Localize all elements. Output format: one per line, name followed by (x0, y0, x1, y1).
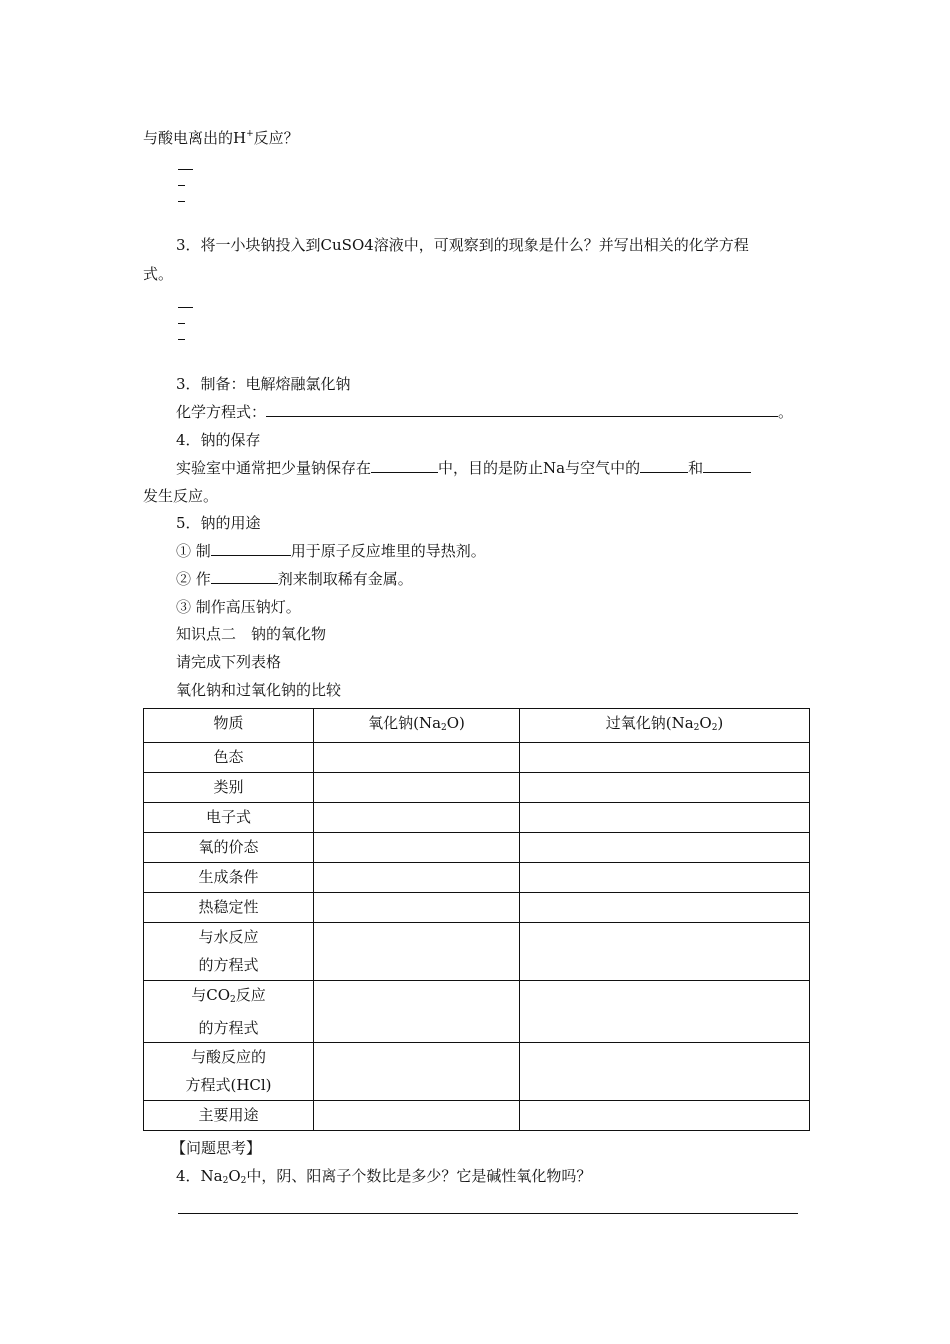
table-row (144, 1101, 810, 1131)
header-sodium-oxide: 氧化钠$(Na_2O)$ (314, 709, 520, 743)
row-label: 色态 (144, 743, 314, 773)
oxide-comparison-table (143, 708, 810, 1131)
table-row (144, 773, 810, 803)
answer-cell[interactable] (520, 923, 810, 981)
answer-cell[interactable] (520, 981, 810, 1043)
table-row (144, 893, 810, 923)
table-row (144, 803, 810, 833)
answer-cell[interactable] (314, 863, 520, 893)
section-prep-heading: 3．制备：电解熔融氯化钠 (176, 375, 351, 393)
use-1-blank[interactable] (211, 541, 291, 556)
table-caption: 氧化钠和过氧化钠的比较 (176, 681, 342, 699)
answer-cell[interactable] (520, 833, 810, 863)
answer-cell[interactable] (314, 1101, 520, 1131)
answer-cell[interactable] (520, 863, 810, 893)
table-row (144, 743, 810, 773)
answer-line[interactable] (178, 1213, 798, 1214)
row-label: 电子式 (144, 803, 314, 833)
prep-equation-row: 化学方程式： 。 (176, 403, 794, 421)
table-row (144, 863, 810, 893)
answer-cell[interactable] (314, 923, 520, 981)
storage-medium-blank[interactable] (371, 458, 438, 473)
answer-dash (178, 323, 185, 324)
answer-cell[interactable] (520, 803, 810, 833)
section-uses-heading: 5．钠的用途 (176, 514, 261, 532)
answer-cell[interactable] (314, 833, 520, 863)
answer-cell[interactable] (314, 1043, 520, 1101)
answer-cell[interactable] (314, 893, 520, 923)
row-label: 氧的价态 (144, 833, 314, 863)
question-3-line1: 3．将一小块钠投入到CuSO4溶液中，可观察到的现象是什么？并写出相关的化学方程 (176, 236, 749, 254)
row-label: 生成条件 (144, 863, 314, 893)
storage-row-2: 发生反应。 (143, 487, 219, 505)
storage-row: 实验室中通常把少量钠保存在 中，目的是防止Na与空气中的 和 (176, 458, 751, 478)
row-label: 类别 (144, 773, 314, 803)
use-2-blank[interactable] (211, 569, 278, 584)
answer-dash (178, 169, 193, 170)
row-label: 与酸反应的 方程式(HCl) (144, 1043, 314, 1101)
think-heading: 【问题思考】 (171, 1139, 262, 1157)
air-component-blank-2[interactable] (703, 458, 751, 473)
answer-dash (178, 339, 185, 340)
table-row (144, 981, 810, 1043)
question-4: 4．$Na_2O_2$中，阴、阳离子个数比是多少？它是碱性氧化物吗？ (176, 1167, 592, 1186)
answer-dash (178, 185, 185, 186)
answer-cell[interactable] (314, 803, 520, 833)
row-label: 与$CO_2$反应 的方程式 (144, 981, 314, 1043)
table-row (144, 923, 810, 981)
header-sodium-peroxide: 过氧化钠$(Na_2O_2)$ (520, 709, 810, 743)
table-row (144, 833, 810, 863)
answer-dash (178, 307, 193, 308)
answer-cell[interactable] (520, 743, 810, 773)
answer-dash (178, 201, 185, 202)
row-label: 主要用途 (144, 1101, 314, 1131)
row-label: 热稳定性 (144, 893, 314, 923)
section-storage-heading: 4．钠的保存 (176, 431, 261, 449)
use-item-3: ③ 制作高压钠灯。 (176, 598, 301, 616)
use-item-2: ② 作 剂来制取稀有金属。 (176, 570, 413, 588)
question-2-tail: 与酸电离出的H+反应？ (143, 129, 299, 147)
answer-cell[interactable] (520, 1101, 810, 1131)
answer-cell[interactable] (314, 743, 520, 773)
equation-blank[interactable] (266, 402, 778, 417)
answer-cell[interactable] (520, 773, 810, 803)
header-substance: 物质 (144, 709, 314, 743)
answer-cell[interactable] (520, 1043, 810, 1101)
table-instruction: 请完成下列表格 (176, 653, 282, 671)
answer-cell[interactable] (314, 981, 520, 1043)
row-label: 与水反应 的方程式 (144, 923, 314, 981)
table-row (144, 1043, 810, 1101)
use-item-1: ① 制 用于原子反应堆里的导热剂。 (176, 542, 486, 560)
answer-cell[interactable] (314, 773, 520, 803)
air-component-blank-1[interactable] (640, 458, 688, 473)
answer-cell[interactable] (520, 893, 810, 923)
table-header-row (144, 709, 810, 743)
knowledge-point-2-title: 知识点二 钠的氧化物 (176, 625, 327, 643)
question-3-line2: 式。 (143, 265, 174, 283)
